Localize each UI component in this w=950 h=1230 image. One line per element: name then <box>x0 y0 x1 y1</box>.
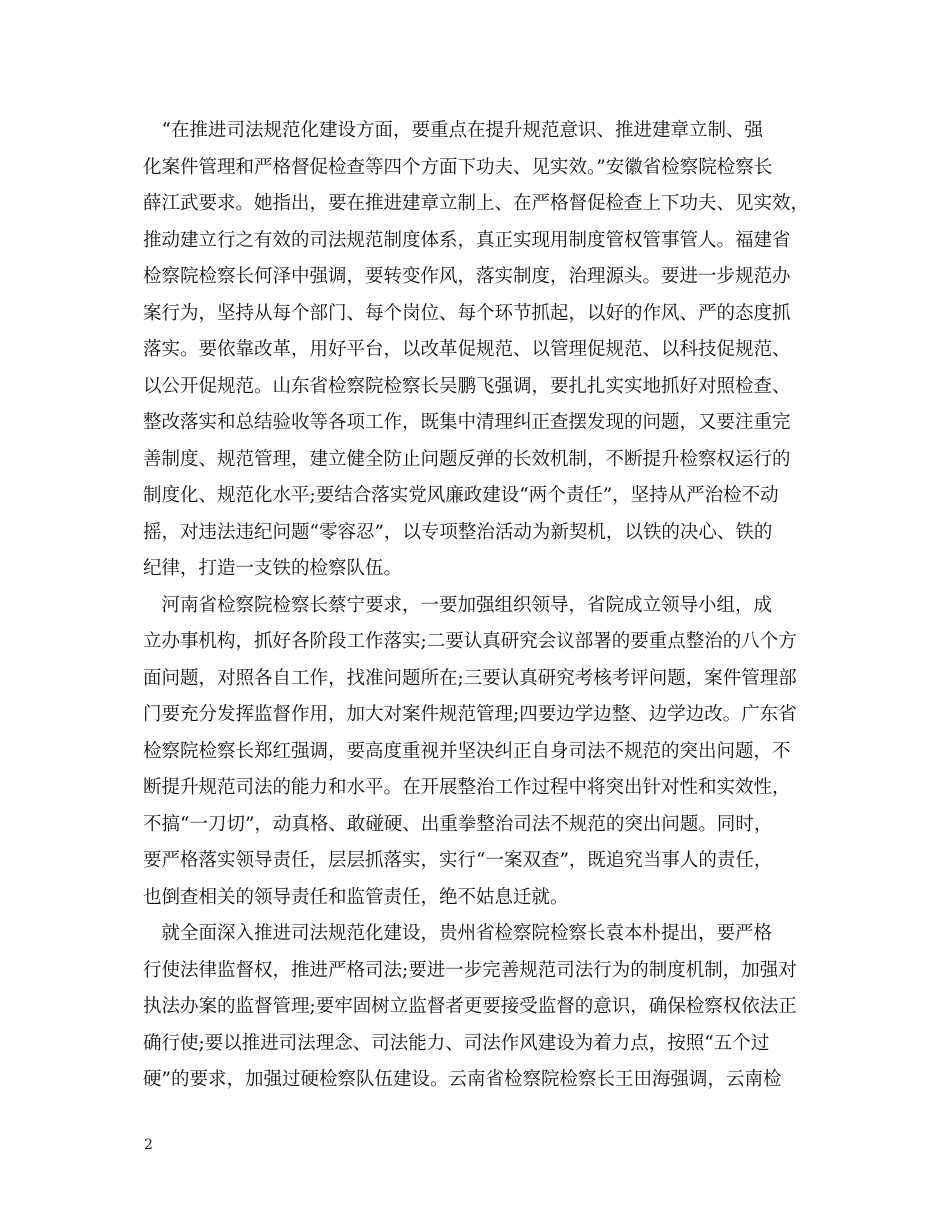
text-line: 要严格落实领导责任，层层抓落实，实行“一案双查”，既追究当事人的责任， <box>143 850 773 871</box>
text-line: 确行使;要以推进司法理念、司法能力、司法作风建设为着力点，按照“五个过 <box>143 1032 770 1054</box>
text-line: 化案件管理和严格督促检查等四个方面下功夫、见实效。”安徽省检察院检察长 <box>143 156 773 178</box>
text-line: 执法办案的监督管理;要牢固树立监督者更要接受监督的意识，确保检察权依法正 <box>143 996 797 1017</box>
text-line: 善制度、规范管理，建立健全防止问题反弹的长效机制，不断提升检察权运行的 <box>143 448 791 470</box>
text-line: 制度化、规范化水平;要结合落实党风廉政建设“两个责任”，坚持从严治检不动 <box>143 485 779 506</box>
text-line: “在推进司法规范化建设方面，要重点在提升规范意识、推进建章立制、强 <box>143 120 763 141</box>
text-line: 检察院检察长郑红强调，要高度重视并坚决纠正自身司法不规范的突出问题，不 <box>143 740 791 762</box>
text-line: 不搞“一刀切”，动真格、敢碰硬、出重拳整治司法不规范的突出问题。同时， <box>143 813 773 835</box>
text-line: 整改落实和总结验收等各项工作，既集中清理纠正查摆发现的问题，又要注重完 <box>143 412 791 433</box>
text-line: 立办事机构，抓好各阶段工作落实;二要认真研究会议部署的要重点整治的八个方 <box>143 631 797 652</box>
text-line: 以公开促规范。山东省检察院检察长吴鹏飞强调，要扎扎实实地抓好对照检查、 <box>143 375 791 397</box>
text-line: 落实。要依靠改革，用好平台，以改革促规范、以管理促规范、以科技促规范、 <box>143 339 791 360</box>
text-line: 推动建立行之有效的司法规范制度体系，真正实现用制度管权管事管人。福建省 <box>143 229 791 251</box>
text-line: 案行为，坚持从每个部门、每个岗位、每个环节抓起，以好的作风、严的态度抓 <box>143 302 791 324</box>
text-line: 河南省检察院检察长蔡宁要求，一要加强组织领导，省院成立领导小组，成 <box>143 594 773 616</box>
body-text <box>143 113 823 1099</box>
text-line: 薛江武要求。她指出，要在推进建章立制上、在严格督促检查上下功夫、见实效， <box>143 193 810 214</box>
text-line: 门要充分发挥监督作用，加大对案件规范管理;四要边学边整、边学边改。广东省 <box>143 704 797 725</box>
text-line: 就全面深入推进司法规范化建设，贵州省检察院检察长袁本朴提出，要严格 <box>143 923 773 944</box>
page-number: 2 <box>144 1137 153 1153</box>
text-line: 面问题，对照各自工作，找准问题所在;三要认真研究考核考评问题，案件管理部 <box>143 667 797 689</box>
text-line: 断提升规范司法的能力和水平。在开展整治工作过程中将突出针对性和实效性， <box>143 777 791 798</box>
text-line: 硬”的要求，加强过硬检察队伍建设。云南省检察院检察长王田海强调，云南检 <box>143 1069 782 1090</box>
text-line: 纪律，打造一支铁的检察队伍。 <box>143 558 403 579</box>
text-line: 摇，对违法违纪问题“零容忍”，以专项整治活动为新契机，以铁的决心、铁的 <box>143 521 773 543</box>
text-line: 行使法律监督权，推进严格司法;要进一步完善规范司法行为的制度机制，加强对 <box>143 959 797 981</box>
text-line: 检察院检察长何泽中强调，要转变作风，落实制度，治理源头。要进一步规范办 <box>143 266 791 287</box>
text-line: 也倒查相关的领导责任和监管责任，绝不姑息迁就。 <box>143 886 569 908</box>
